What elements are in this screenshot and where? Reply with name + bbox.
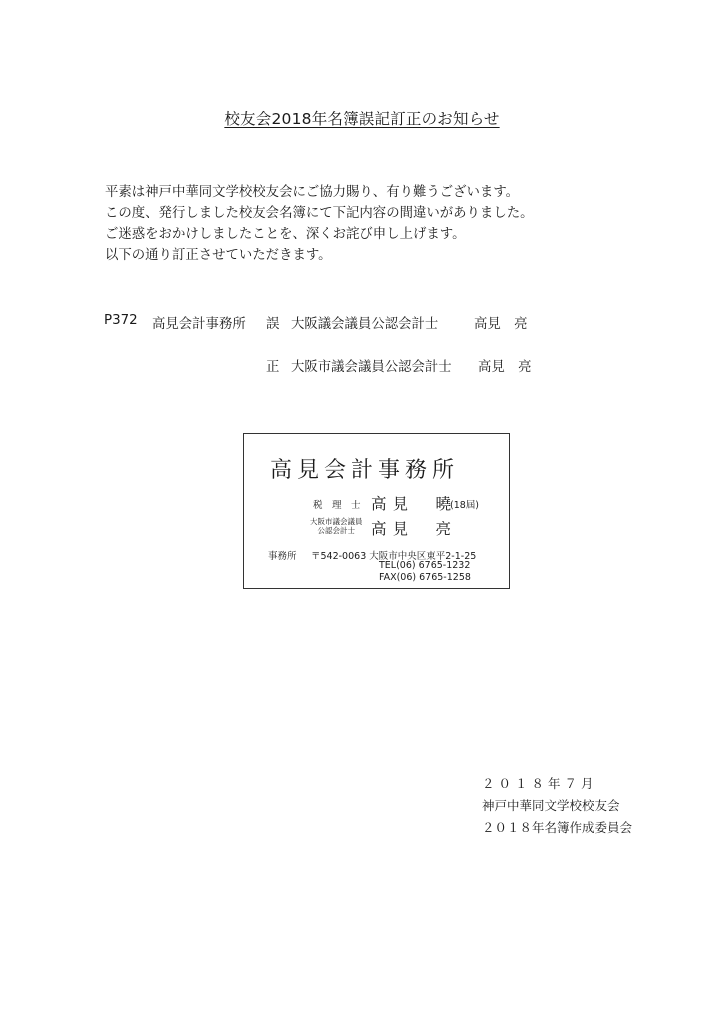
right-text: 大阪市議会議員公認会計士 [291, 360, 452, 375]
intro-line: 平素は神戸中華同文学校校友会にご協力賜り、有り難うございます。 [105, 185, 520, 200]
card-fax: FAX(06) 6765-1258 [379, 572, 471, 583]
intro-paragraph [105, 182, 534, 266]
document-title: 校友会2018年名簿誤記訂正のお知らせ [224, 110, 500, 128]
card-firm-name: 高見会計事務所 [270, 458, 460, 483]
card-address: 〒542-0063 大阪市中央区東平2-1-25 [311, 551, 477, 562]
right-name: 高見 亮 [478, 360, 532, 375]
card-tel: TEL(06) 6765-1232 [379, 560, 471, 571]
footer-org: 神戸中華同文学校校友会 [482, 798, 620, 813]
business-card [243, 433, 510, 589]
card-person2-title-line1: 大阪市議会議員 [310, 517, 363, 526]
card-person2-name: 高見 亮 [371, 520, 458, 538]
footer-date: ２０１８年７月 [482, 776, 598, 791]
card-person2-title-line2: 公認会計士 [317, 526, 355, 535]
wrong-mark: 誤 [266, 317, 280, 332]
right-mark: 正 [266, 360, 280, 375]
wrong-name: 高見 亮 [474, 317, 528, 332]
card-person2-title [310, 517, 363, 535]
card-office-label: 事務所 [268, 551, 297, 562]
page-reference: P372 [104, 313, 138, 328]
card-person1-note: (18屆) [450, 500, 480, 511]
intro-line: ご迷惑をおかけしましたことを、深くお詫び申し上げます。 [105, 227, 466, 242]
intro-line: この度、発行しました校友会名簿にて下記内容の間違いがありました。 [105, 206, 534, 221]
intro-line: 以下の通り訂正させていただきます。 [105, 248, 332, 263]
footer-signature [482, 773, 632, 839]
office-name: 高見会計事務所 [152, 317, 246, 332]
card-person1-title: 税 理 士 [313, 500, 361, 511]
wrong-text: 大阪議会議員公認会計士 [291, 317, 439, 332]
footer-committee: ２０１８年名簿作成委員会 [482, 820, 633, 835]
card-person1-name: 高見 曉 [371, 495, 458, 513]
